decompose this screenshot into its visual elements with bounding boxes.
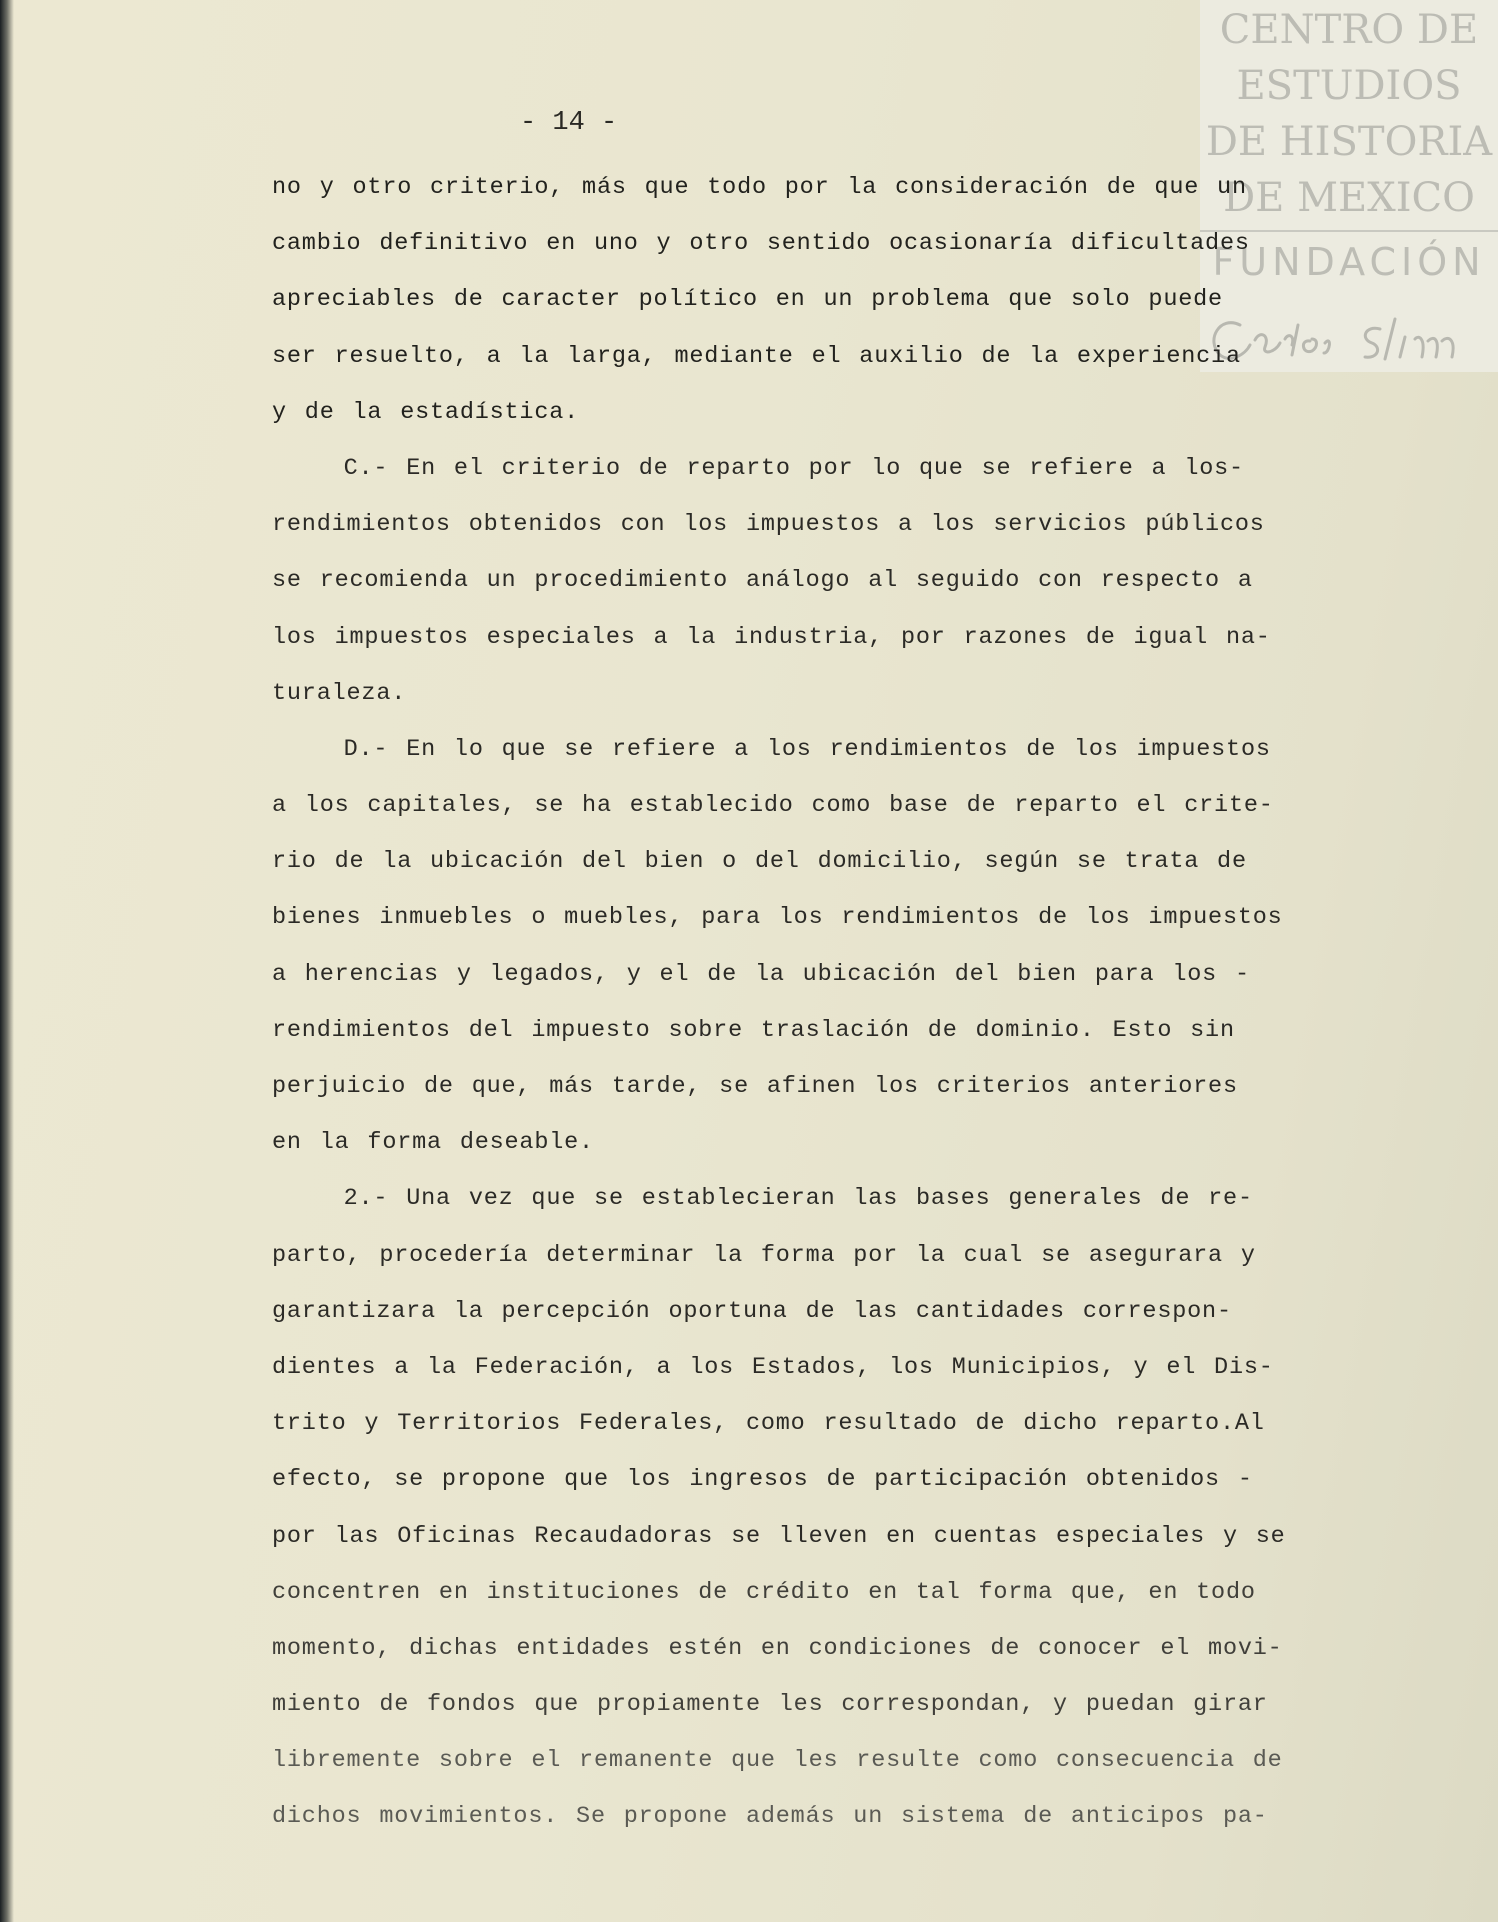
text-line: perjuicio de que, más tarde, se afinen los criterios anteriores: [272, 1073, 1238, 1100]
text-line: ser resuelto, a la larga, mediante el auxilio de la experiencia: [272, 342, 1241, 370]
watermark-line: DE HISTORIA: [1205, 119, 1493, 165]
text-line: libremente sobre el remanente que les resulte como consecuencia de: [272, 1747, 1283, 1775]
text-line: efecto, se propone que los ingresos de participación obtenidos -: [272, 1466, 1253, 1494]
text-line: parto, procedería determinar la forma por la cual se asegurara y: [272, 1241, 1256, 1269]
scan-edge-shadow: [0, 0, 14, 1922]
text-line: apreciables de caracter político en un problema que solo puede: [272, 286, 1223, 314]
text-line: y de la estadística.: [272, 398, 580, 426]
watermark-line: CENTRO DE: [1219, 7, 1479, 53]
text-line: miento de fondos que propiamente les correspondan, y puedan girar: [272, 1691, 1268, 1719]
text-line: trito y Territorios Federales, como resultado de dicho reparto.Al: [272, 1410, 1265, 1438]
text-line: concentren en instituciones de crédito en tal forma que, en todo: [272, 1578, 1256, 1606]
text-line: bienes inmuebles o muebles, para los rendimientos de los impuestos: [272, 904, 1283, 932]
text-line: por las Oficinas Recaudadoras se lleven en cuentas especiales y se: [272, 1522, 1286, 1550]
text-line: D.- En lo que se refiere a los rendimientos de los impuestos: [272, 735, 1271, 763]
watermark-foundation: FUNDACIÓN: [1212, 240, 1486, 284]
text-line: turaleza.: [272, 679, 407, 707]
text-line: dichos movimientos. Se propone además un sistema de anticipos pa-: [272, 1803, 1268, 1831]
typed-text-body: [272, 160, 1412, 1846]
text-line: dientes a la Federación, a los Estados, los Municipios, y el Dis-: [272, 1353, 1274, 1381]
text-line: no y otro criterio, más que todo por la consideración de que un: [272, 174, 1247, 201]
text-line: rendimientos del impuesto sobre traslación de dominio. Esto sin: [272, 1016, 1235, 1044]
text-line: rio de la ubicación del bien o del domicilio, según se trata de: [272, 848, 1247, 876]
text-line: C.- En el criterio de reparto por lo que se refiere a los-: [272, 454, 1244, 482]
text-line: garantizara la percepción oportuna de las cantidades correspon-: [272, 1297, 1232, 1325]
watermark-line: DE MEXICO: [1223, 175, 1475, 221]
text-line: cambio definitivo en uno y otro sentido ocasionaría dificultades: [272, 230, 1250, 258]
text-line: a los capitales, se ha establecido como base de reparto el crite-: [272, 792, 1274, 820]
text-line: se recomienda un procedimiento análogo al seguido con respecto a: [272, 567, 1253, 595]
text-line: en la forma deseable.: [272, 1129, 594, 1157]
text-line: a herencias y legados, y el de la ubicación del bien para los -: [272, 960, 1250, 988]
watermark-line: ESTUDIOS: [1236, 63, 1462, 109]
text-line: rendimientos obtenidos con los impuestos a los servicios públicos: [272, 511, 1265, 539]
page-number: - 14 -: [520, 108, 618, 138]
text-line: momento, dichas entidades estén en condiciones de conocer el movi-: [272, 1634, 1283, 1662]
text-line: 2.- Una vez que se establecieran las bases generales de re-: [272, 1185, 1253, 1213]
text-line: los impuestos especiales a la industria, por razones de igual na-: [272, 623, 1271, 651]
